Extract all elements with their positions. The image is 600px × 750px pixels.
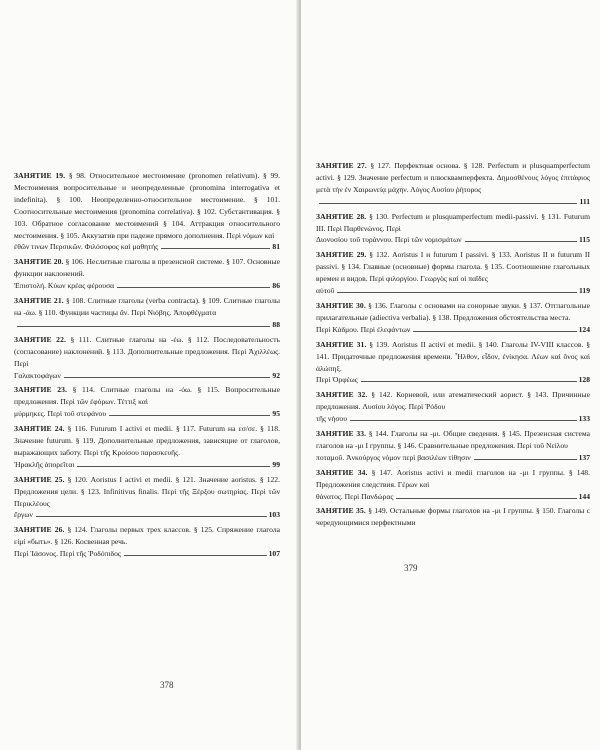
toc-entry-last-line (14, 509, 280, 521)
lesson-label: ЗАНЯТИЕ 27. (316, 161, 367, 170)
toc-entry-last-line (316, 413, 590, 425)
lesson-readings: ἔργων (14, 510, 33, 520)
toc-entry (14, 384, 280, 420)
lesson-label: ЗАНЯТИЕ 28. (316, 211, 367, 221)
dot-leader (64, 377, 271, 378)
lesson-label: ЗАНЯТИЕ 31. (316, 339, 367, 349)
toc-entry (316, 211, 590, 247)
toc-entry-last-line (14, 408, 280, 420)
lesson-label: ЗАНЯТИЕ 34. (316, 467, 368, 477)
lesson-topics: § 130. Perfectum и plusquamperfectum medii-passivi. § 131. Futurum III. Περὶ Παρθενώνος. Περὶ (316, 211, 590, 233)
toc-page-number: 137 (578, 452, 590, 462)
toc-entry-last-line (316, 374, 590, 386)
lesson-label: ЗАНЯТИЕ 29. (316, 250, 367, 260)
lesson-label: ЗАНЯТИЕ 32. (316, 390, 368, 400)
lesson-readings: Γαλακτοφάγων (14, 370, 61, 380)
dot-leader (109, 415, 270, 416)
lesson-readings: Ἐπιστολή. Κύων κρέας φέρουσα (14, 281, 115, 291)
toc-entry-text (316, 467, 590, 491)
lesson-readings: ποταμοῦ. Ἀνκούργος νόμον περὶ βασιλέων τίθησιν (316, 452, 471, 462)
toc-entry-text (316, 505, 590, 529)
left-page-number: 378 (160, 680, 174, 690)
toc-entry-text (316, 339, 590, 375)
lesson-readings: Περὶ Ἰάσονος. Περὶ τῆς Ῥοδόπιδος (14, 549, 121, 559)
dot-leader (396, 498, 576, 499)
dot-leader (161, 248, 270, 249)
lesson-label: ЗАНЯТИЕ 22. (14, 334, 66, 344)
toc-page-number: 144 (578, 491, 590, 501)
lesson-label: ЗАНЯТИЕ 23. (14, 385, 68, 395)
lesson-label: ЗАНЯТИЕ 25. (14, 474, 65, 484)
toc-entry-text (316, 428, 590, 452)
dot-leader (124, 555, 267, 556)
dot-leader (77, 466, 270, 467)
toc-page-number: 103 (268, 510, 280, 520)
lesson-topics: § 124. Глаголы первых трех классов. § 125. Спряжение глагола εἰμί «быть». § 126. Косвенная речь. (14, 525, 280, 547)
dot-leader (17, 326, 270, 327)
toc-entry-last-line (316, 234, 590, 246)
toc-entry (14, 474, 280, 522)
lesson-topics: § 114. Слитные глаголы на -όω. § 115. Вопросительные предложения. Περὶ τῶν ἐφόρων. Τέττιξ καὶ (14, 385, 280, 407)
toc-entry (14, 334, 280, 382)
dot-leader (465, 241, 577, 242)
dot-leader (337, 292, 577, 293)
lesson-topics: § 149. Остальные формы глаголов на -μι I группы. § 150. Глаголы с чередующимися перфектными (316, 506, 590, 528)
toc-entry (316, 160, 590, 208)
toc-page-number: 115 (579, 235, 590, 245)
right-page (301, 0, 600, 750)
toc-entry-last-line (316, 324, 590, 336)
toc-entry (14, 256, 280, 292)
toc-entry-text (14, 170, 280, 241)
dot-leader (413, 331, 576, 332)
toc-entry-last-line (14, 319, 280, 331)
lesson-label: ЗАНЯТИЕ 35. (316, 506, 366, 516)
toc-entry (14, 295, 280, 331)
lesson-readings: τῆς νήσου (316, 414, 347, 424)
toc-entry (316, 467, 590, 503)
toc-entry (14, 170, 280, 253)
toc-page-number: 133 (578, 414, 590, 424)
toc-page-number: 99 (272, 459, 280, 469)
toc-entry-last-line (316, 491, 590, 503)
lesson-topics: § 98. Относительное местоимение (pronomen relativum). § 99. Местоимения вопросительные и неопределенные (pronomina interrogativa et indefinita). § 100. Неопределенно-относительное местоимение. § 101. Соотносительные местоимения (pronomina correlativa). § 102. Субстантивация. § 103. Обратное согласование местоимений § 104. Аттракция относительного местоимения. § 105. Аккузатив при падеже прямого дополнения. Περὶ νόμων καὶ (14, 171, 280, 240)
lesson-label: ЗАНЯТИЕ 20. (14, 257, 64, 267)
toc-page-number: 128 (578, 375, 590, 385)
lesson-topics: § 108. Слитные глаголы (verba contracta). § 109. Слитные глаголы на -άω. § 110. Функции частицы ἄν. Περὶ Νιόβης. Ἀποφθέγματα (14, 296, 280, 317)
dot-leader (350, 420, 577, 421)
toc-page-number: 111 (579, 196, 590, 206)
toc-entry-text (14, 334, 280, 370)
lesson-readings: Περὶ Ὀρφέως (316, 375, 358, 385)
lesson-label: ЗАНЯТИЕ 26. (14, 525, 65, 535)
dot-leader (117, 287, 270, 288)
toc-entry (14, 423, 280, 471)
toc-entry-last-line (14, 241, 280, 253)
lesson-readings: Περὶ Κάδμου. Περὶ ἐλεφάντων (316, 324, 411, 334)
toc-entry-text (316, 389, 590, 413)
lesson-label: ЗАНЯТИЕ 30. (316, 300, 366, 310)
right-page-number: 379 (404, 563, 418, 573)
toc-entry-last-line (316, 285, 590, 297)
toc-entry-text (14, 256, 280, 280)
lesson-topics: § 147. Aoristus activi и medii глаголов на -μι I группы. § 148. Предложения следствия. Γέρων καὶ (316, 467, 590, 489)
toc-entry-text (316, 211, 590, 235)
lesson-topics: § 111. Слитные глаголы на -έω. § 112. Последовательность (согласование) наклонений. § 113. Дополнительные предложения. Περὶ Ἀχιλλέως. Περὶ (14, 334, 280, 368)
lesson-topics: § 136. Глаголы с основами на сонорные звуки. § 137. Отглагольные прилагательные (adiectiva verbalia). § 138. Предложения обстоятельства места. (316, 300, 590, 322)
dot-leader (361, 381, 577, 382)
right-toc (316, 160, 590, 532)
lesson-label: ЗАНЯТИЕ 24. (14, 424, 65, 434)
toc-page-number: 107 (268, 549, 280, 559)
toc-entry (14, 524, 280, 560)
toc-entry-last-line (14, 459, 280, 471)
lesson-readings: Ἡρακλῆς ἀπορεῖται (14, 459, 75, 469)
toc-entry (316, 389, 590, 425)
lesson-topics: § 127. Перфектная основа. § 128. Perfectum и plusquamperfectum activi. § 129. Значение perfectum и плюсквамперфекта. Δημοσθένους λόγος ἐπιτάφιος μετὰ τὴν ἐν Χαιρωνείᾳ μάχην. Λόγος Λυσίου ῥήτορος (316, 161, 591, 194)
toc-page-number: 92 (272, 370, 280, 380)
toc-entry-text (316, 249, 590, 285)
toc-entry (316, 249, 590, 297)
lesson-readings: ἐθῶν τινων Περσικῶν. Φιλόσοφος καὶ μαθητής (14, 242, 159, 252)
lesson-label: ЗАНЯТИЕ 21. (14, 296, 64, 306)
lesson-topics: § 142. Корневой, или атематический аорист. § 143. Причинные предложения. Λυσίου λόγος. Περὶ Ῥόδου (316, 390, 590, 412)
lesson-topics: § 116. Futurum I activi et medii. § 117. Futurum на εσ/σε. § 118. Значение futurum. § 119. Дополнительные предложения, зависящие от глаголов, выражающих заботу. Περὶ τῆς Κροίσου παρασκευῆς. (14, 424, 280, 457)
toc-entry-last-line (316, 196, 590, 208)
lesson-topics: § 139. Aoristus II activi et medii. § 140. Глаголы IV-VIII классов. § 141. Придаточные предложения времени. Ἧλθον, εἶδον, ἐνίκησα. Λέων καὶ ὄνος καὶ ἀλώπηξ. (316, 339, 590, 373)
left-page (0, 0, 299, 750)
toc-entry-text (316, 160, 590, 196)
toc-entry-last-line (316, 452, 590, 464)
dot-leader (36, 516, 267, 517)
toc-page-number: 119 (579, 286, 590, 296)
lesson-label: ЗАНЯТИЕ 19. (14, 171, 66, 180)
dot-leader (319, 203, 577, 204)
lesson-topics: § 144. Глаголы на -μι. Общие сведения. § 145. Презенсная система глаголов на -μι I группы. § 146. Сравнительные предложения. Περὶ τοῦ Νείλου (316, 429, 590, 450)
toc-entry (316, 300, 590, 336)
toc-entry-text (14, 295, 280, 319)
lesson-topics: § 106. Неслитные глаголы в презенсной системе. § 107. Основные функции наклонений. (14, 257, 281, 279)
lesson-readings: θάνατος. Περὶ Πανδώρας (316, 491, 394, 501)
lesson-readings: αὐτοῦ (316, 286, 335, 296)
toc-page-number: 88 (272, 319, 280, 329)
toc-page-number: 95 (272, 409, 280, 419)
toc-entry-last-line (14, 548, 280, 560)
toc-page-number: 124 (578, 324, 590, 334)
left-toc (14, 170, 280, 563)
toc-entry (316, 428, 590, 464)
toc-entry-text (14, 474, 280, 510)
toc-entry-text (316, 300, 590, 324)
toc-entry-text (14, 384, 280, 408)
toc-entry-text (14, 423, 280, 459)
lesson-label: ЗАНЯТИЕ 33. (316, 429, 367, 439)
toc-entry (316, 339, 590, 387)
lesson-readings: Διονυσίου τοῦ τυράννου. Περὶ τῶν νομισμάτων (316, 235, 462, 245)
toc-page-number: 81 (272, 242, 280, 252)
dot-leader (474, 459, 577, 460)
toc-entry-last-line (14, 370, 280, 382)
toc-page-number: 86 (272, 281, 280, 291)
toc-entry-text (14, 524, 280, 548)
lesson-topics: § 120. Aoristus I activi et medii. § 121. Значение aoristus. § 122. Предложения цели. § 123. Infinitivus finalis. Περὶ τῆς Ξέρξου σωτηρίας. Περὶ τῶν Περικλέους (14, 474, 280, 508)
lesson-readings: μύρμηκες. Περὶ τοῦ στεφάνου (14, 409, 107, 419)
lesson-topics: § 132. Aoristus I и futurum I passivi. § 133. Aoristus II и futurum II passivi. § 134. Главные (основные) формы глагола. § 135. Соотношение глагольных времен и видов. Περὶ φιλοργίου. Γεωργὸς καὶ οἱ παῖδες (316, 250, 590, 284)
toc-entry-last-line (14, 280, 280, 292)
toc-entry (316, 505, 590, 529)
